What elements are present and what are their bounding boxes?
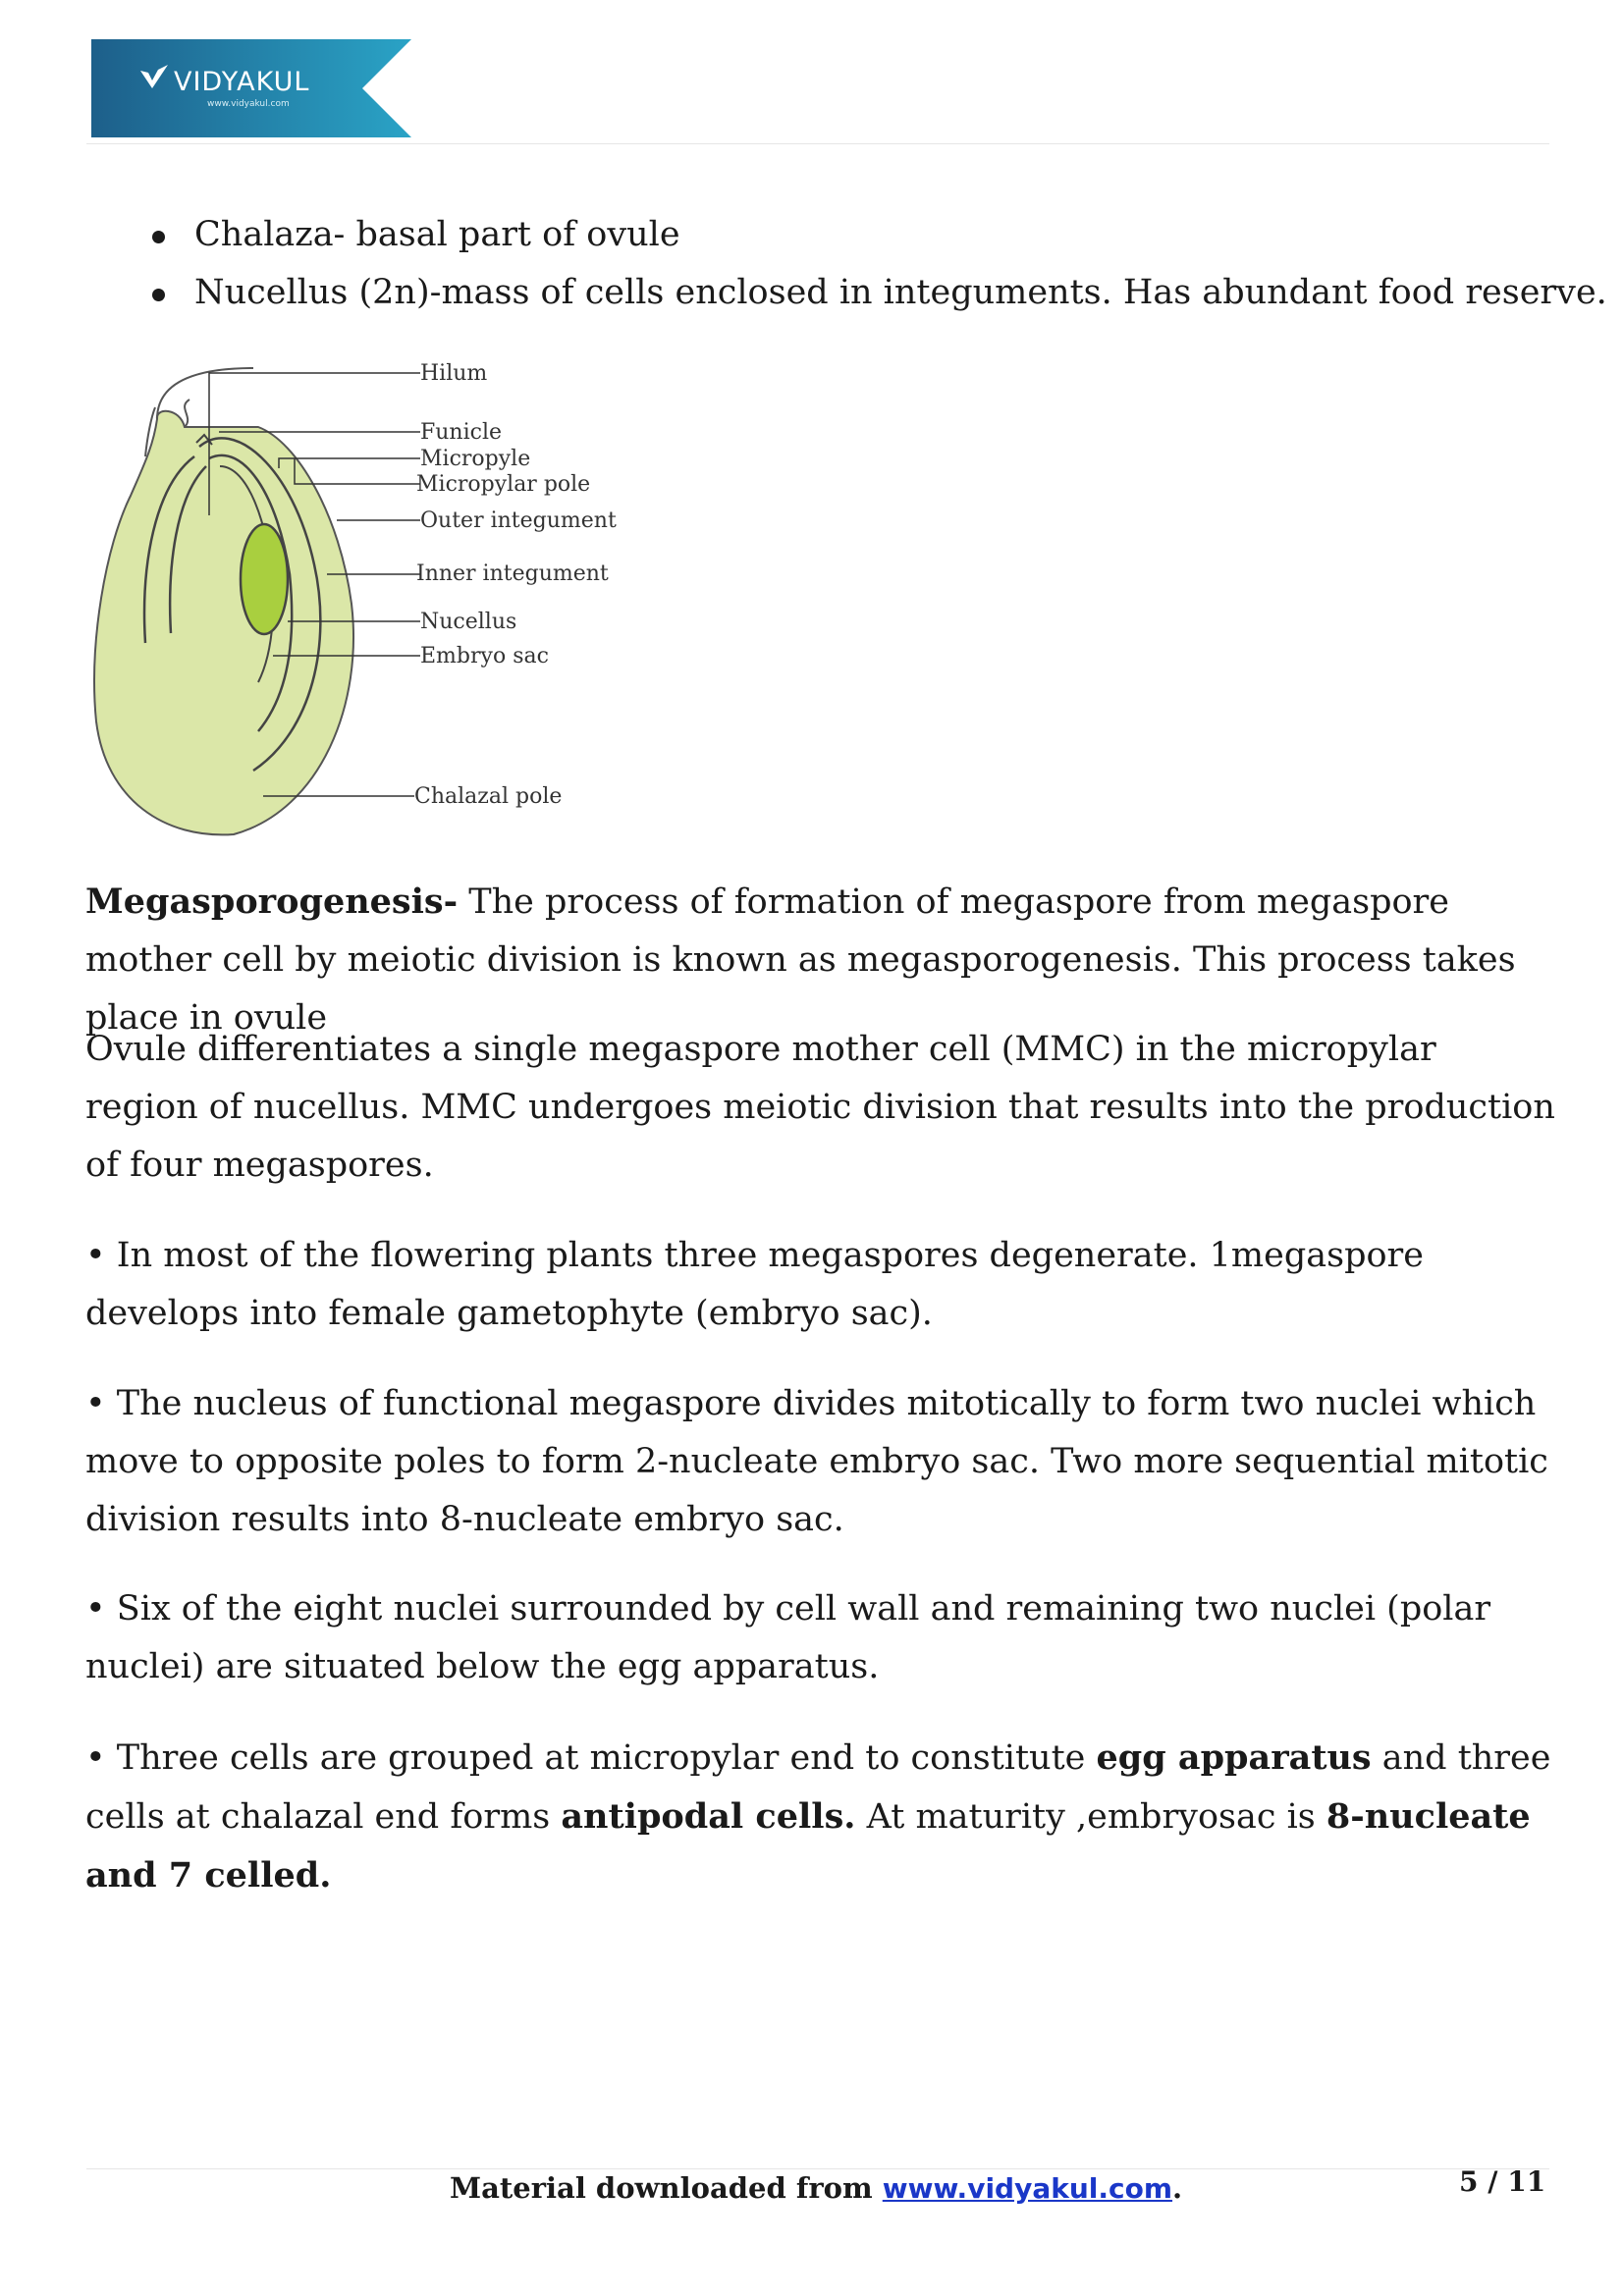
- label-chalazal-pole: Chalazal pole: [414, 784, 563, 809]
- label-hilum: Hilum: [420, 361, 488, 386]
- ovule-diagram: [86, 348, 636, 839]
- label-nucellus: Nucellus: [420, 610, 517, 634]
- term-antipodal-cells: antipodal cells.: [561, 1796, 856, 1837]
- paragraph-degenerate: • In most of the flowering plants three megaspores degenerate. 1megaspore develops into female gametophyte (embryo sac).: [85, 1236, 1424, 1333]
- label-embryo-sac: Embryo sac: [420, 644, 549, 668]
- footer-note: [450, 2171, 1182, 2205]
- label-micropylar-pole: Micropylar pole: [416, 472, 591, 497]
- vidyakul-logo: [91, 39, 411, 137]
- bullet-list: [147, 206, 1607, 322]
- paragraph-polar-nuclei: • Six of the eight nuclei surrounded by cell wall and remaining two nuclei (polar nuclei) are situated below the egg apparatus.: [85, 1589, 1491, 1686]
- footer-link[interactable]: www.vidyakul.com: [882, 2172, 1173, 2205]
- text-segment: • Three cells are grouped at micropylar end to constitute: [85, 1738, 1097, 1778]
- label-micropyle: Micropyle: [420, 447, 531, 471]
- text-segment: At maturity ,embryosac is: [855, 1797, 1326, 1837]
- footer-prefix: Material downloaded from: [450, 2171, 883, 2205]
- term-megasporogenesis: Megasporogenesis-: [85, 881, 459, 922]
- paragraph-mitotic: • The nucleus of functional megaspore divides mitotically to form two nuclei which move to opposite poles to form 2-nucleate embryo sac. Two more sequential mitotic division results into 8-nucleate embryo sac.: [85, 1384, 1548, 1539]
- footer-suffix: .: [1172, 2171, 1183, 2205]
- label-inner-integument: Inner integument: [416, 561, 609, 586]
- header-divider: [86, 143, 1549, 144]
- paragraph-text: The process of formation of megaspore from megaspore mother cell by meiotic division is known as megasporogenesis. This process takes place in ovule: [85, 882, 1516, 1038]
- embryo-sac-shape: [241, 524, 288, 634]
- paragraph-mmc: Ovule differentiates a single megaspore mother cell (MMC) in the micropylar region of nucellus. MMC undergoes meiotic division that results into the production of four megaspores.: [85, 1030, 1555, 1185]
- ovule-body: [94, 411, 353, 835]
- logo-brand-text: VIDYAKUL: [174, 67, 310, 97]
- term-egg-apparatus: egg apparatus: [1096, 1737, 1372, 1778]
- list-item: Chalaza- basal part of ovule: [147, 206, 1607, 264]
- ovule-drawing: [94, 368, 353, 834]
- label-funicle: Funicle: [420, 420, 503, 445]
- logo-website-text: www.vidyakul.com: [207, 99, 290, 109]
- page-number: 5 / 11: [1459, 2165, 1546, 2198]
- term-8-nucleate: 8-nucleate and 7 celled.: [85, 1796, 1531, 1896]
- footer-divider: [86, 2168, 1549, 2169]
- text-segment: and three cells at chalazal end forms: [85, 1738, 1551, 1837]
- label-outer-integument: Outer integument: [420, 508, 617, 533]
- list-item: Nucellus (2n)-mass of cells enclosed in integuments. Has abundant food reserve.: [147, 264, 1607, 322]
- paragraph-egg-apparatus: [85, 1729, 1558, 1905]
